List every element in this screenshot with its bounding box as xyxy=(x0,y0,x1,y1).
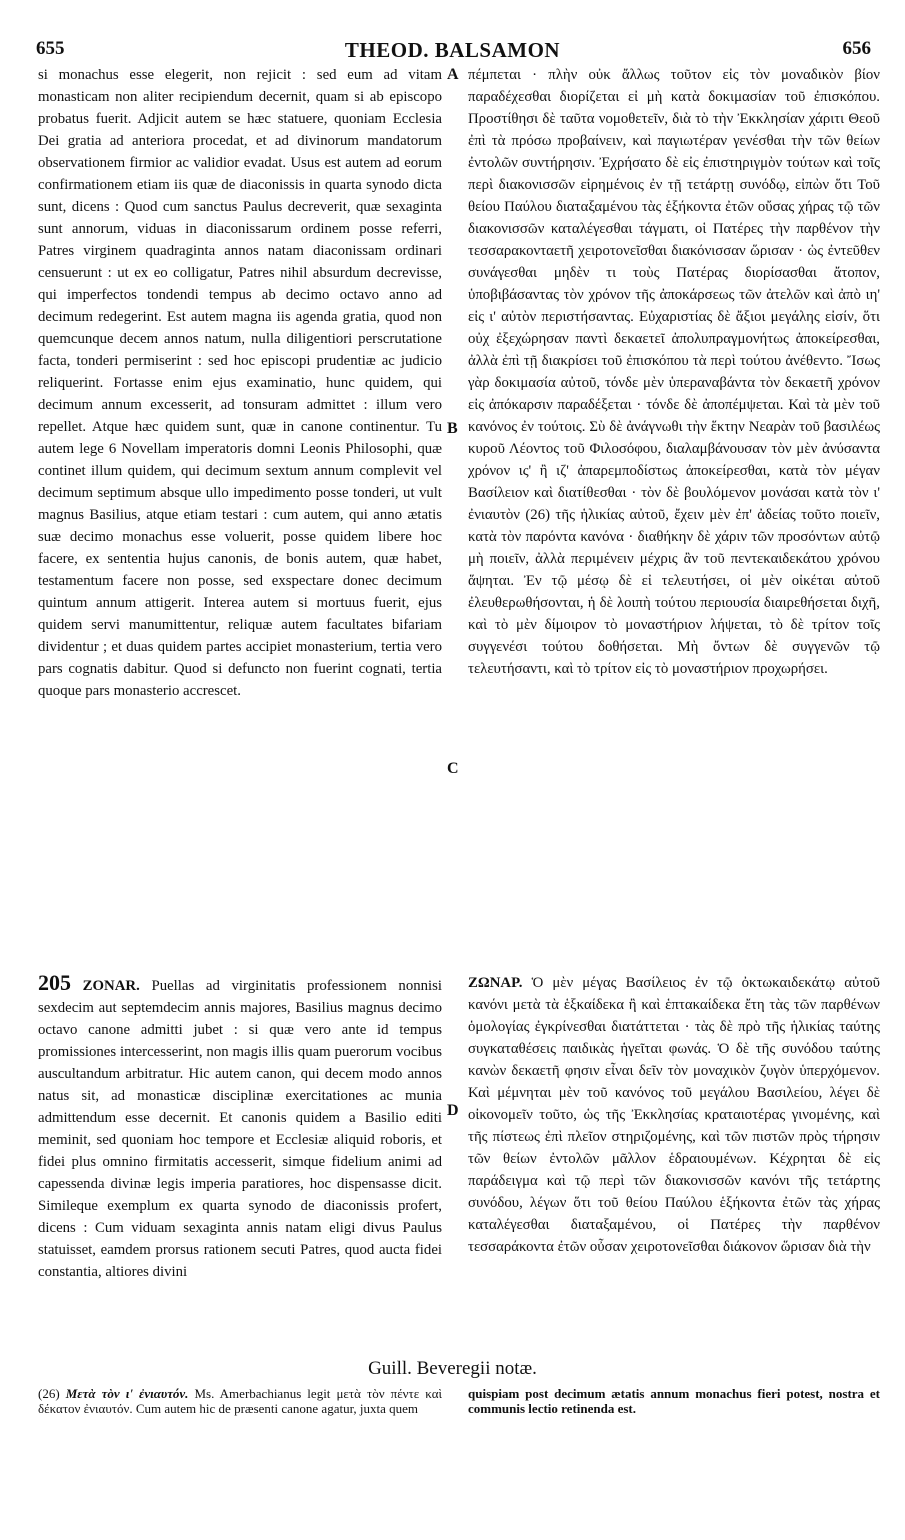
greek-zonaras-paragraph xyxy=(468,972,880,1258)
footnote-left xyxy=(38,1386,442,1416)
latin-zonaras-paragraph xyxy=(38,972,442,1283)
greek-column-lower xyxy=(468,972,880,1258)
running-title: THEOD. BALSAMON xyxy=(344,38,561,62)
notes-heading: Guill. Beveregii notæ. xyxy=(368,1358,537,1379)
footnote-right: quispiam post decimum ætatis annum monachus fieri potest, nostra et communis lectio retinenda est. xyxy=(468,1386,880,1416)
greek-zonaras-text: Ὁ μὲν μέγας Βασίλειος ἐν τῷ ὀκτωκαιδεκάτῳ αὐτοῦ κανόνι μετὰ τὰ ἑξκαίδεκα ἢ καὶ ἑπτακαίδεκα ἔτη τὰς τῶν παρθένων ὁμολογίας ἐγκρίνεσθαι διατάττεται · τὰς δὲ πρὸ τῆς ἡλικίας ταύτης συγκαταθέσεις παιδικὰς ἡγεῖται φωνάς. Ὁ δὲ τῆς συνόδου ταύτης κανὼν δεκαετῆ φησιν εἶναι δεῖν τὸν μοναχικὸν ζυγὸν ὑπερχόμενον. Καὶ μέμνηται μὲν τοῦ κανόνος τοῦ μεγάλου Βασιλείου, λέγει δὲ οἰκονομεῖν τοῦτο, ὡς τῆς Ἐκκλησίας κραταιοτέρας γινομένης, καὶ τῆς πίστεως ἐπὶ πλεῖον στηριζομένης, καὶ τῶν πιστῶν πρὸς τήρησιν τῶν θείων ἐντολῶν μᾶλλον ἑδραιουμένων. Κέχρηται δὲ εἰς παράδειγμα καὶ τῷ περὶ τῶν διακονισσῶν κανόνι τῆς τετάρτης συνόδου, λέγων ὅτι τοῦ θείου Παύλου ἑξήκοντα ἐτῶν τὰς χήρας καταλέγεσθαι διαταξαμένου, οἱ Πατέρες τὴν παρθένον τεσσαράκοντα ἐτῶν οὖσαν χειροτονεῖσθαι διάκονον ὥρισαν διὰ τὴν xyxy=(468,975,880,1255)
latin-column-upper xyxy=(38,64,442,702)
zonaras-label-greek: ΖΩΝΑΡ. xyxy=(468,975,523,991)
section-number: 205 xyxy=(38,970,71,995)
greek-balsamon-text: πέμπεται · πλὴν οὐκ ἄλλως τοῦτον εἰς τὸν μοναδικὸν βίον παραδέχεσθαι διορίζεται εἰ μὴ κατὰ δοκιμασίαν τοῦ ἐπισκόπου. Προστίθησι δὲ ταῦτα νομοθετεῖν, διὰ τὸ τὴν Ἐκκλησίαν χάριτι Θεοῦ ἐπὶ τὰ πρόσω προβαίνειν, καὶ παγιωτέραν γενέσθαι τὴν τῶν θείων ἐντολῶν συντήρησιν. Ἐχρήσατο δὲ εἰς ἐπιστηριγμὸν τούτων καὶ τοῖς περὶ διακονισσῶν εἰρημένοις ἐν τῇ τετάρτῃ συνόδῳ, εἰπὼν ὅτι Τοῦ θείου Παύλου διαταξαμένου τὰς ἑξήκοντα ἐτῶν οὔσας χήρας τῷ τῶν διακονισσῶν καταλέγεσθαι τάγματι, οἱ Πατέρες τὴν παρθένον τὴν τεσσαρακονταετῆ χειροτονεῖσθαι διακόνισσαν ὥρισαν · ὡς ἐντεῦθεν συνάγεσθαι μηδὲν τι τοὺς Πατέρας διορίσασθαι ἄτοπον, ὑποβιβάσαντας τὸν χρόνον τῆς ἀποκάρσεως τῶν ἀτελῶν καὶ ἀπὸ ιη' εἰς ι' αὐτὸν περιστήσαντας. Εὐχαριστίας δὲ ἄξιοι μεγάλης εἰσίν, ὅτι οὐχ ἐξεχώρησαν παντὶ δεκαετεῖ ἀπολυπραγμονήτως ἀποκείρεσθαι, ἀλλὰ ἐπὶ τῇ διακρίσει τοῦ ἐπισκόπου τὰ περὶ τούτου ἀνέθεντο. Ἴσως γὰρ δοκιμασία αὐτοῦ, τόνδε μὲν ὑπεραναβάντα τὸν δεκαετῆ χρόνον εἰς ἀπόκαρσιν παραδέξεται · τόνδε δὲ ἀποπέμψεται. Καὶ τὰ μὲν τοῦ κανόνος ἐν τούτοις. Σὺ δὲ ἀνάγνωθι τὴν ἕκτην Νεαρὰν τοῦ βασιλέως κυροῦ Λέοντος τοῦ Φιλοσόφου, διαλαμβάνουσαν τὸν μὲν ἀνύσαντα χρόνον ις' ἢ ιζ' ἀπαρεμποδίστως ἀποκείρεσθαι, κατὰ τὸν μέγαν Βασίλειον καὶ διατίθεσθαι · τὸν δὲ βουλόμενον μονάσαι κατὰ τὸν ι' ἐνιαυτὸν (26) τῆς ἡλικίας αὐτοῦ, ἔχειν μὲν ἐπ' ἀδείας τοῦτο ποιεῖν, κατὰ τὸν παρόντα κανόνα · διαθήκην δὲ χάριν τῶν προσόντων αὐτῷ μὴ ποιεῖν, ἀλλὰ περιμένειν μέχρις ἂν τοῦ πεντεκαιδεκάτου χρόνου ἅψηται. Ἐν τῷ μέσῳ δὲ εἰ τελευτήσει, οἱ μὲν οἰκέται αὐτοῦ ἐλευθερωθήσονται, ἡ δὲ λοιπὴ τούτου περιουσία διαιρεθήσεται διχῆ, καὶ τὸ μὲν δίμοιρον τὸ μοναστήριον λήψεται, τὸ δὲ τρίτον τοῖς συγγενέσι τούτου δοθήσεται. Μὴ ὄντων δὲ συγγενῶν τῷ τελευτήσαντι, καὶ τὸ τρίτον εἰς τὸ μοναστήριον προχωρήσει. xyxy=(468,67,880,677)
zonaras-label-latin: ZONAR. xyxy=(82,978,140,994)
page-number-right: 656 xyxy=(842,38,871,59)
latin-balsamon-text: si monachus esse elegerit, non rejicit : sed eum ad vitam monasticam non aliter recipiendum decernit, quam si ab episcopo probatus fuerit. Adjicit autem se hæc statuere, quoniam Ecclesia Dei gratia ad anteriora procedat, et ad divinorum mandatorum observationem firmior ac validior evadat. Usus est autem ad eorum confirmationem etiam iis quæ de diaconissis in quarta synodo dicta sunt, dicens : Quod cum sanctus Paulus decreverit, quæ sexaginta sunt annorum, viduas in diaconissarum ordinem posse referri, Patres virginem quadraginta annos natam diaconissam ordinari censuerunt : ut ex eo colligatur, Patres nihil absurdum decrevisse, qui imperfectos tondendi tempus ab decimo octavo anno ad decimum redegerint. Est autem magna iis agenda gratia, quod non quemcunque decem annos natum, nulla diligentiori perscrutatione facta, tonderi permiserint : sed hoc episcopi prudentiæ ac judicio reliquerint. Fortasse enim ejus examinatio, hunc quidem, qui decimum annum excesserit, ad tonsuram admittet : illum vero repellet. Atque hæc quidem sunt, quæ in canone continentur. Tu autem lege 6 Novellam imperatoris domni Leonis Philosophi, quæ continet illum quidem, qui decimum sextum annum complevit vel decimum septimum absque ullo impedimento posse tonderi, ut vult magnus Basilius, atque etiam testari : cum autem, qui anno ætatis suæ decimo monachus esse voluerit, posse quidem libere hoc facere, ex sententia hujus canonis, de bonis autem, quæ habet, testamentum facere non posse, sed exspectare donec decimum quintum annum attigerit. Interea autem si mortuus fuerit, ejus quidem servi manumittentur, reliquæ autem facultates bifariam dividentur ; et duas quidem partes accipiet monasterium, tertia vero pars cognatis dabitur. Quod si defuncto non fuerint cognati, tertia quoque pars monasterio accrescet. xyxy=(38,67,442,699)
margin-marker-a: A xyxy=(447,66,459,83)
margin-marker-b: B xyxy=(447,420,458,437)
greek-column-upper xyxy=(468,64,880,680)
footnote-lemma: Μετὰ τὸν ι' ἐνιαυτόν. xyxy=(65,1386,189,1401)
latin-column-lower xyxy=(38,972,442,1283)
latin-zonaras-text: Puellas ad virginitatis professionem nonnisi sexdecim aut septemdecim annis majores, Basilius magnus decimo octavo canone admitti jubet : si quæ vero ante id tempus promissiones intercesserint, non magis illis quam puerorum vocibus auscultandum arbitratur. Hic autem canon, qui decem modo annos natus sit, ad monasticæ disciplinæ exercitationes ac munia admittendum esse decernit. Et canonis quidem a Basilio editi meminit, sed quoniam hoc tempore et Ecclesiæ aliquid roboris, et fidei plus omnino firmitatis accesserit, simque fidelium animi ad capessenda divinæ legis imperia paratiores, hoc dispensasse dicit. Simileque exemplum ex quarta synodo de diaconissis profert, dicens : Cum viduam sexaginta annis natam eligi divus Paulus statuisset, eamdem prorsus rationem secuti Patres, quod aucta fidei constantia, altiores divini xyxy=(38,978,442,1280)
footnote-number: (26) xyxy=(38,1386,60,1401)
margin-marker-c: C xyxy=(447,760,459,777)
page-number-left: 655 xyxy=(36,38,65,59)
footnote-text-left: Ms. Amerbachianus legit μετὰ τὸν πέντε καὶ δέκατον ἐνιαυτόν. Cum autem hic de præsenti canone agatur, juxta quem xyxy=(38,1386,443,1416)
margin-marker-d: D xyxy=(447,1102,459,1119)
